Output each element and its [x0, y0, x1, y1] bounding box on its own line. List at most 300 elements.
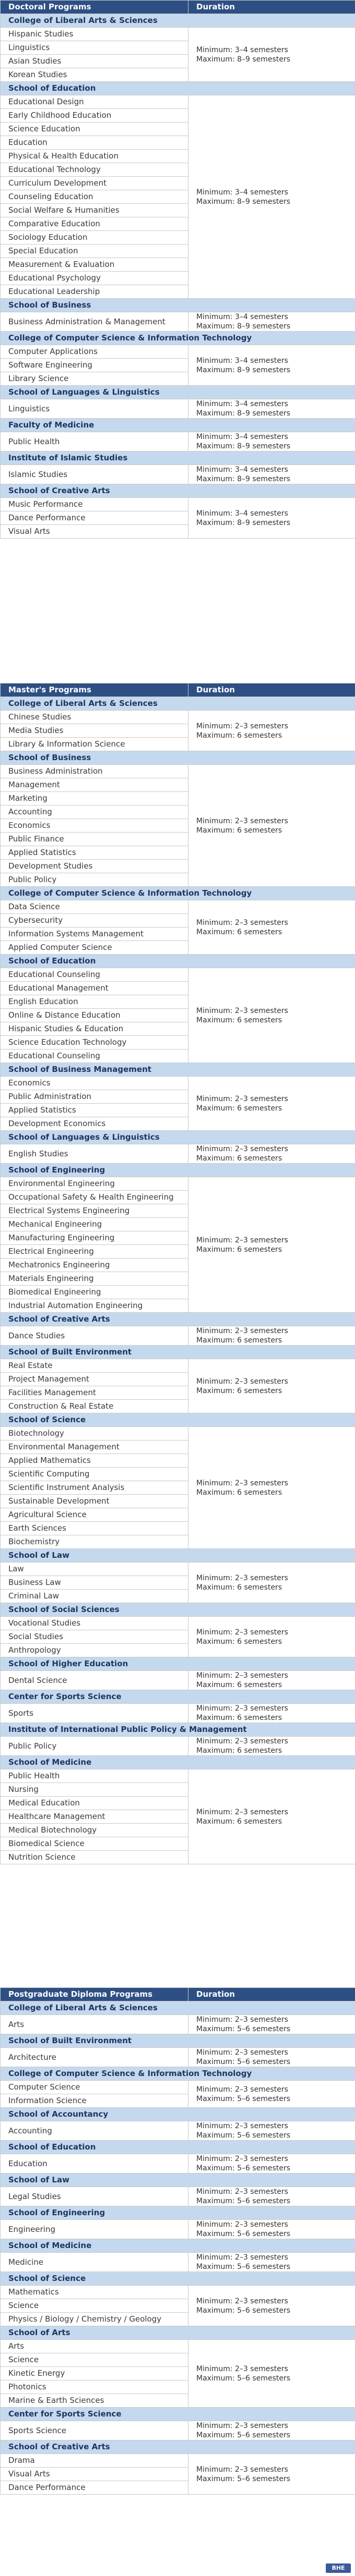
duration-cell	[188, 498, 355, 539]
college-name: School of Built Environment	[1, 1346, 355, 1359]
college-name: College of Computer Science & Information Technology	[1, 2067, 355, 2081]
table-row	[1, 711, 355, 724]
program-name: Medicine	[1, 2253, 188, 2272]
duration-cell	[188, 1144, 355, 1164]
maximum-duration: Maximum: 8–9 semesters	[196, 365, 291, 374]
college-row	[1, 1657, 355, 1671]
college-row	[1, 299, 355, 312]
program-name: Computer Science	[1, 2081, 188, 2094]
table-row	[1, 345, 355, 359]
duration-cell	[188, 1562, 355, 1603]
college-name: School of Law	[1, 2174, 355, 2187]
program-name: Architecture	[1, 2048, 188, 2067]
college-row	[1, 1690, 355, 1704]
college-row	[1, 1346, 355, 1359]
program-name: English Studies	[1, 1144, 188, 1164]
table-row	[1, 2454, 355, 2468]
maximum-duration: Maximum: 6 semesters	[196, 1154, 282, 1163]
program-column-header: Doctoral Programs	[1, 1, 188, 14]
program-name: Biomedical Engineering	[1, 1286, 188, 1299]
program-name: Accounting	[1, 805, 188, 819]
duration-cell	[188, 1427, 355, 1549]
minimum-duration: Minimum: 2–3 semesters	[196, 2253, 288, 2262]
maximum-duration: Maximum: 6 semesters	[196, 826, 282, 835]
college-name: School of Creative Arts	[1, 484, 355, 498]
duration-cell	[188, 1769, 355, 1864]
college-row	[1, 2108, 355, 2121]
duration-column-header: Duration	[188, 1988, 355, 2001]
duration-cell	[188, 312, 355, 332]
minimum-duration: Minimum: 3–4 semesters	[196, 509, 288, 518]
program-name: Applied Statistics	[1, 846, 188, 860]
table-row	[1, 1769, 355, 1783]
program-name: Linguistics	[1, 399, 188, 419]
college-name: School of Higher Education	[1, 1657, 355, 1671]
program-name: Photonics	[1, 2380, 188, 2394]
college-name: School of Education	[1, 955, 355, 968]
minimum-duration: Minimum: 2–3 semesters	[196, 1145, 288, 1153]
college-row	[1, 2408, 355, 2421]
maximum-duration: Maximum: 8–9 semesters	[196, 442, 291, 450]
program-name: Occupational Safety & Health Engineering	[1, 1191, 188, 1204]
maximum-duration: Maximum: 6 semesters	[196, 927, 282, 936]
duration-cell	[188, 2253, 355, 2272]
table-row	[1, 28, 355, 41]
program-name: Anthropology	[1, 1644, 188, 1657]
duration-cell	[188, 900, 355, 955]
program-name: Educational Management	[1, 982, 188, 995]
program-name: Educational Technology	[1, 163, 188, 177]
program-name: Environmental Engineering	[1, 1177, 188, 1191]
college-row	[1, 2067, 355, 2081]
program-name: Marine & Earth Sciences	[1, 2394, 188, 2408]
program-name: Earth Sciences	[1, 1522, 188, 1535]
minimum-duration: Minimum: 3–4 semesters	[196, 313, 288, 321]
program-name: Sports	[1, 1704, 188, 1723]
program-column-header: Postgraduate Diploma Programs	[1, 1988, 188, 2001]
program-name: Applied Statistics	[1, 1104, 188, 1117]
program-name: Educational Leadership	[1, 285, 188, 299]
program-name: Sustainable Development	[1, 1495, 188, 1508]
maximum-duration: Maximum: 5–6 semesters	[196, 2431, 291, 2439]
college-name: School of Business	[1, 299, 355, 312]
college-row	[1, 332, 355, 345]
duration-cell	[188, 1359, 355, 1413]
maximum-duration: Maximum: 6 semesters	[196, 1488, 282, 1497]
program-name: Library & Information Science	[1, 738, 188, 751]
program-name: Social Studies	[1, 1630, 188, 1644]
maximum-duration: Maximum: 5–6 semesters	[196, 2131, 291, 2140]
maximum-duration: Maximum: 8–9 semesters	[196, 197, 291, 206]
program-name: Information Science	[1, 2094, 188, 2108]
college-row	[1, 2440, 355, 2454]
maximum-duration: Maximum: 5–6 semesters	[196, 2474, 291, 2483]
program-name: Asian Studies	[1, 55, 188, 68]
program-name: Biotechnology	[1, 1427, 188, 1440]
duration-cell	[188, 2015, 355, 2034]
table-row	[1, 2421, 355, 2440]
masters-programs-table	[0, 683, 355, 1864]
minimum-duration: Minimum: 2–3 semesters	[196, 1704, 288, 1713]
maximum-duration: Maximum: 8–9 semesters	[196, 475, 291, 483]
program-name: Measurement & Evaluation	[1, 258, 188, 272]
program-name: Computer Applications	[1, 345, 188, 359]
program-column-header: Master's Programs	[1, 683, 188, 697]
table-row	[1, 2121, 355, 2141]
minimum-duration: Minimum: 2–3 semesters	[196, 2122, 288, 2130]
table-row	[1, 432, 355, 451]
table-row	[1, 1704, 355, 1723]
table-header-row	[1, 683, 355, 697]
minimum-duration: Minimum: 2–3 semesters	[196, 1737, 288, 1745]
duration-cell	[188, 765, 355, 887]
program-name: Industrial Automation Engineering	[1, 1299, 188, 1313]
college-row	[1, 751, 355, 765]
program-name: Arts	[1, 2340, 188, 2353]
program-name: Science	[1, 2299, 188, 2313]
duration-cell	[188, 1326, 355, 1346]
program-name: Public Finance	[1, 833, 188, 846]
program-name: Dance Studies	[1, 1326, 188, 1346]
program-name: Education	[1, 136, 188, 150]
college-name: Institute of International Public Policy & Management	[1, 1723, 355, 1737]
college-row	[1, 2206, 355, 2220]
table-row	[1, 465, 355, 484]
duration-cell	[188, 968, 355, 1063]
college-name: Center for Sports Science	[1, 2408, 355, 2421]
minimum-duration: Minimum: 3–4 semesters	[196, 400, 288, 408]
college-name: School of Arts	[1, 2326, 355, 2340]
program-name: Dance Performance	[1, 511, 188, 525]
duration-cell	[188, 2286, 355, 2326]
minimum-duration: Minimum: 2–3 semesters	[196, 1094, 288, 1103]
duration-cell	[188, 2454, 355, 2495]
minimum-duration: Minimum: 2–3 semesters	[196, 1808, 288, 1816]
maximum-duration: Maximum: 6 semesters	[196, 731, 282, 740]
college-name: College of Liberal Arts & Sciences	[1, 14, 355, 28]
duration-column-header: Duration	[188, 1, 355, 14]
table-row	[1, 498, 355, 511]
program-name: Materials Engineering	[1, 1272, 188, 1286]
maximum-duration: Maximum: 8–9 semesters	[196, 409, 291, 418]
minimum-duration: Minimum: 2–3 semesters	[196, 1671, 288, 1680]
college-name: School of Creative Arts	[1, 2440, 355, 2454]
minimum-duration: Minimum: 2–3 semesters	[196, 1479, 288, 1487]
program-name: Sports Science	[1, 2421, 188, 2440]
program-name: Sociology Education	[1, 231, 188, 245]
college-row	[1, 1131, 355, 1144]
maximum-duration: Maximum: 5–6 semesters	[196, 2230, 291, 2238]
program-name: Comparative Education	[1, 217, 188, 231]
program-name: Vocational Studies	[1, 1617, 188, 1630]
duration-cell	[188, 1737, 355, 1756]
minimum-duration: Minimum: 3–4 semesters	[196, 188, 288, 197]
program-name: Scientific Computing	[1, 1468, 188, 1481]
program-name: Social Welfare & Humanities	[1, 204, 188, 217]
program-name: Construction & Real Estate	[1, 1400, 188, 1413]
program-name: Korean Studies	[1, 68, 188, 82]
minimum-duration: Minimum: 2–3 semesters	[196, 1236, 288, 1244]
program-name: Agricultural Science	[1, 1508, 188, 1522]
program-name: Physical & Health Education	[1, 150, 188, 163]
table-row	[1, 2253, 355, 2272]
program-name: Dental Science	[1, 1671, 188, 1690]
program-name: Science Education	[1, 123, 188, 136]
duration-cell	[188, 465, 355, 484]
minimum-duration: Minimum: 3–4 semesters	[196, 466, 288, 474]
duration-column-header: Duration	[188, 683, 355, 697]
minimum-duration: Minimum: 2–3 semesters	[196, 2016, 288, 2024]
college-row	[1, 484, 355, 498]
program-name: Visual Arts	[1, 525, 188, 539]
college-name: Center for Sports Science	[1, 1690, 355, 1704]
program-name: Physics / Biology / Chemistry / Geology	[1, 2313, 188, 2326]
program-name: Counseling Education	[1, 190, 188, 204]
college-name: School of Law	[1, 1549, 355, 1562]
college-name: School of Social Sciences	[1, 1603, 355, 1617]
college-row	[1, 2174, 355, 2187]
program-name: Cybersecurity	[1, 914, 188, 927]
program-name: Arts	[1, 2015, 188, 2034]
duration-cell	[188, 432, 355, 451]
program-name: Educational Counseling	[1, 1049, 188, 1063]
table-row	[1, 1326, 355, 1346]
table-row	[1, 1144, 355, 1164]
table-row	[1, 2081, 355, 2094]
minimum-duration: Minimum: 2–3 semesters	[196, 1327, 288, 1335]
duration-cell	[188, 2048, 355, 2067]
program-name: Applied Mathematics	[1, 1454, 188, 1468]
program-name: English Education	[1, 995, 188, 1009]
minimum-duration: Minimum: 3–4 semesters	[196, 356, 288, 365]
minimum-duration: Minimum: 3–4 semesters	[196, 433, 288, 441]
college-name: College of Computer Science & Information Technology	[1, 887, 355, 900]
duration-cell	[188, 1704, 355, 1723]
program-name: Nursing	[1, 1783, 188, 1797]
duration-cell	[188, 2220, 355, 2239]
college-row	[1, 2272, 355, 2286]
maximum-duration: Maximum: 6 semesters	[196, 1747, 282, 1755]
doctoral-programs-table	[0, 0, 355, 539]
table-row	[1, 765, 355, 778]
college-row	[1, 14, 355, 28]
program-name: Educational Counseling	[1, 968, 188, 982]
maximum-duration: Maximum: 6 semesters	[196, 1336, 282, 1345]
table-row	[1, 95, 355, 109]
program-name: Linguistics	[1, 41, 188, 55]
program-name: Visual Arts	[1, 2468, 188, 2481]
college-name: School of Languages & Linguistics	[1, 1131, 355, 1144]
minimum-duration: Minimum: 2–3 semesters	[196, 1573, 288, 1582]
college-name: School of Business Management	[1, 1063, 355, 1077]
program-name: Electrical Systems Engineering	[1, 1204, 188, 1218]
program-name: Public Health	[1, 1769, 188, 1783]
program-name: Curriculum Development	[1, 177, 188, 190]
college-name: Faculty of Medicine	[1, 419, 355, 432]
minimum-duration: Minimum: 2–3 semesters	[196, 2085, 288, 2094]
minimum-duration: Minimum: 2–3 semesters	[196, 918, 288, 927]
college-row	[1, 419, 355, 432]
maximum-duration: Maximum: 5–6 semesters	[196, 2058, 291, 2066]
college-name: School of Engineering	[1, 2206, 355, 2220]
program-name: Early Childhood Education	[1, 109, 188, 123]
table-row	[1, 1177, 355, 1191]
maximum-duration: Maximum: 6 semesters	[196, 1817, 282, 1826]
program-name: Criminal Law	[1, 1590, 188, 1603]
postgraduate-diploma-table	[0, 1987, 355, 2495]
table-header-row	[1, 1988, 355, 2001]
program-name: Business Administration & Management	[1, 312, 188, 332]
table-row	[1, 2220, 355, 2239]
watermark-logo: BHE	[326, 2563, 351, 2573]
maximum-duration: Maximum: 5–6 semesters	[196, 2197, 291, 2205]
maximum-duration: Maximum: 5–6 semesters	[196, 2306, 291, 2315]
college-row	[1, 1756, 355, 1769]
program-name: Economics	[1, 1077, 188, 1090]
maximum-duration: Maximum: 8–9 semesters	[196, 518, 291, 527]
maximum-duration: Maximum: 6 semesters	[196, 1714, 282, 1722]
program-name: Dance Performance	[1, 2481, 188, 2495]
table-row	[1, 1077, 355, 1090]
college-name: School of Medicine	[1, 1756, 355, 1769]
duration-cell	[188, 2340, 355, 2408]
college-name: School of Engineering	[1, 1164, 355, 1177]
program-name: Public Administration	[1, 1090, 188, 1104]
college-name: School of Creative Arts	[1, 1313, 355, 1326]
college-name: School of Languages & Linguistics	[1, 386, 355, 399]
program-name: Educational Psychology	[1, 272, 188, 285]
program-name: Education	[1, 2154, 188, 2174]
program-name: Development Studies	[1, 860, 188, 873]
table-row	[1, 900, 355, 914]
college-row	[1, 1603, 355, 1617]
program-name: Biomedical Science	[1, 1837, 188, 1851]
college-name: School of Built Environment	[1, 2034, 355, 2048]
table-row	[1, 399, 355, 419]
maximum-duration: Maximum: 6 semesters	[196, 1016, 282, 1024]
program-name: Public Health	[1, 432, 188, 451]
college-name: School of Science	[1, 2272, 355, 2286]
table-row	[1, 1617, 355, 1630]
maximum-duration: Maximum: 6 semesters	[196, 1104, 282, 1113]
table-row	[1, 1671, 355, 1690]
duration-cell	[188, 95, 355, 299]
college-row	[1, 697, 355, 711]
minimum-duration: Minimum: 2–3 semesters	[196, 2188, 288, 2196]
table-row	[1, 2286, 355, 2299]
college-row	[1, 451, 355, 465]
duration-cell	[188, 1077, 355, 1131]
program-name: Nutrition Science	[1, 1851, 188, 1864]
college-row	[1, 1313, 355, 1326]
duration-cell	[188, 1671, 355, 1690]
duration-cell	[188, 2154, 355, 2174]
table-row	[1, 312, 355, 332]
program-name: Science	[1, 2353, 188, 2367]
program-table	[0, 0, 355, 539]
duration-cell	[188, 1177, 355, 1313]
program-name: Development Economics	[1, 1117, 188, 1131]
college-row	[1, 1549, 355, 1562]
college-row	[1, 2239, 355, 2253]
minimum-duration: Minimum: 2–3 semesters	[196, 2220, 288, 2229]
program-name: Applied Computer Science	[1, 941, 188, 955]
duration-cell	[188, 2121, 355, 2141]
program-name: Mechatronics Engineering	[1, 1259, 188, 1272]
program-name: Data Science	[1, 900, 188, 914]
college-name: School of Science	[1, 1413, 355, 1427]
table-row	[1, 2340, 355, 2353]
program-name: Software Engineering	[1, 359, 188, 372]
program-name: Mathematics	[1, 2286, 188, 2299]
table-row	[1, 2048, 355, 2067]
minimum-duration: Minimum: 2–3 semesters	[196, 2422, 288, 2430]
maximum-duration: Maximum: 6 semesters	[196, 1583, 282, 1592]
college-name: School of Medicine	[1, 2239, 355, 2253]
duration-cell	[188, 399, 355, 419]
duration-cell	[188, 2421, 355, 2440]
duration-cell	[188, 2081, 355, 2108]
maximum-duration: Maximum: 5–6 semesters	[196, 2164, 291, 2172]
college-row	[1, 887, 355, 900]
program-name: Business Law	[1, 1576, 188, 1590]
program-name: Engineering	[1, 2220, 188, 2239]
maximum-duration: Maximum: 5–6 semesters	[196, 2025, 291, 2033]
college-row	[1, 1723, 355, 1737]
program-name: Electrical Engineering	[1, 1245, 188, 1259]
table-row	[1, 2015, 355, 2034]
college-name: College of Liberal Arts & Sciences	[1, 2001, 355, 2015]
program-name: Educational Design	[1, 95, 188, 109]
program-table	[0, 1987, 355, 2495]
maximum-duration: Maximum: 5–6 semesters	[196, 2374, 291, 2383]
maximum-duration: Maximum: 5–6 semesters	[196, 2094, 291, 2103]
duration-cell	[188, 28, 355, 82]
college-name: School of Business	[1, 751, 355, 765]
duration-cell	[188, 711, 355, 751]
minimum-duration: Minimum: 2–3 semesters	[196, 2048, 288, 2057]
program-name: Online & Distance Education	[1, 1009, 188, 1022]
program-name: Facilities Management	[1, 1386, 188, 1400]
program-name: Accounting	[1, 2121, 188, 2141]
duration-cell	[188, 345, 355, 386]
minimum-duration: Minimum: 3–4 semesters	[196, 45, 288, 54]
college-name: College of Computer Science & Information Technology	[1, 332, 355, 345]
college-row	[1, 2141, 355, 2154]
college-row	[1, 386, 355, 399]
maximum-duration: Maximum: 6 semesters	[196, 1681, 282, 1689]
minimum-duration: Minimum: 2–3 semesters	[196, 1628, 288, 1637]
minimum-duration: Minimum: 2–3 semesters	[196, 2297, 288, 2305]
minimum-duration: Minimum: 2–3 semesters	[196, 816, 288, 825]
college-row	[1, 2034, 355, 2048]
program-name: Media Studies	[1, 724, 188, 738]
minimum-duration: Minimum: 2–3 semesters	[196, 2364, 288, 2373]
minimum-duration: Minimum: 2–3 semesters	[196, 1377, 288, 1386]
program-name: Medical Biotechnology	[1, 1824, 188, 1837]
college-row	[1, 2326, 355, 2340]
maximum-duration: Maximum: 6 semesters	[196, 1245, 282, 1254]
program-name: Real Estate	[1, 1359, 188, 1373]
program-name: Information Systems Management	[1, 927, 188, 941]
college-row	[1, 1164, 355, 1177]
program-name: Drama	[1, 2454, 188, 2468]
college-row	[1, 2001, 355, 2015]
program-name: Healthcare Management	[1, 1810, 188, 1824]
college-name: Institute of Islamic Studies	[1, 451, 355, 465]
table-row	[1, 968, 355, 982]
program-name: Medical Education	[1, 1797, 188, 1810]
